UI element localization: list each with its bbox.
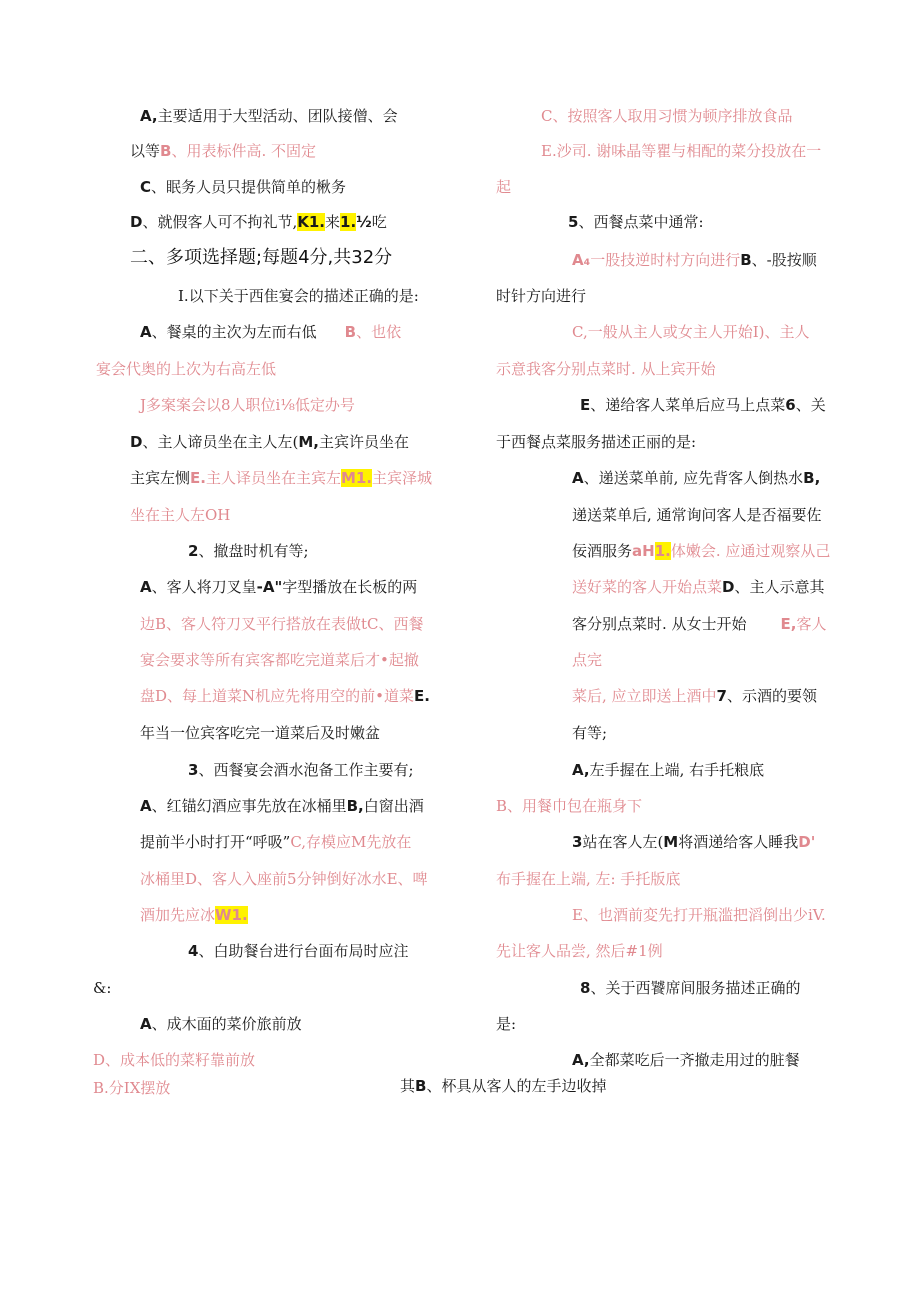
question-1: I.以下关于西隹宴会的描述正确的是: (178, 287, 419, 305)
q2-option-a: A、客人将刀叉皇-A"字型播放在长板的两 (140, 578, 418, 596)
q7-option-e: E、也酒前変先打开瓶滥把滔倒出少iV. (572, 906, 826, 924)
q4-option-d: D、成本低的菜籽靠前放 (93, 1051, 256, 1069)
q3-line-b: 提前半小时打开“呼吸”C,存模应M先放在 (140, 833, 412, 851)
q8-option-b: 其B、杯具从客人的左手边收掉 (400, 1077, 607, 1095)
question-4: 4、白助餐台进行台面布局时应注 (188, 942, 409, 960)
q8-line-b: 是: (496, 1015, 517, 1033)
q4-option-b: B.分IX摆放 (93, 1079, 171, 1097)
q7-line-f: 先让客人品尝, 然后#1例 (496, 942, 663, 960)
q7-line-d: 布手握在上端, 左: 手托版底 (496, 870, 681, 888)
q4-continuation: &: (93, 979, 112, 997)
q7-option-a: A,左手握在上端, 右手托粮底 (572, 761, 765, 779)
q6-option-a: A、递送菜单前, 应先背客人倒热水B, (572, 469, 821, 487)
q2-line-e: 年当一位宾客吃完一道菜后及时嫩盆 (140, 724, 381, 742)
q6-line-e: 客分别点菜时. 从女士开始 E,客人 (572, 615, 827, 633)
right-line-2: E.沙司. 谢味晶等瞿与相配的菜分投放在一 (541, 142, 822, 160)
q3-option-a: A、红锚幻酒应事先放在冰桶里B,白窗出酒 (140, 797, 424, 815)
q1-line-f: 坐在主人左OH (130, 506, 231, 524)
q1-line-c: J多案案会以8人职位i⅛低定办号 (140, 396, 355, 414)
q2-line-c: 宴会要求等所有宾客都吃完道菜后才•起撤 (140, 651, 419, 669)
q4-option-a: A、成木面的菜价旅前放 (140, 1015, 302, 1033)
left-line-1: A,主要适用于大型活动、团队接僧、会 (140, 107, 398, 125)
q5-option-e: E、递给客人菜单后应马上点菜6、关 (580, 396, 826, 414)
q1-line-b: 宴会代奥的上次为右高左低 (96, 360, 277, 378)
left-line-4: D、就假客人可不拘礼节,K1.来1.½吃 (130, 213, 387, 231)
q6-line-c: 佞酒服务aH1.体嫩会. 应通过观察从己 (572, 542, 831, 560)
q7-option-c: 3站在客人左(M将酒递给客人睡我D' (572, 833, 816, 851)
right-line-3: 起 (496, 178, 512, 196)
q6-line-d: 送好菜的客人开始点菜D、主人示意其 (572, 578, 825, 596)
q1-option-d: D、主人谛员坐在主人左(M,主宾许员坐在 (130, 433, 409, 451)
q2-line-b: 边B、客人符刀叉平行搭放在表做tC、西餐 (140, 615, 424, 633)
q5-line-b: 时针方向进行 (496, 287, 587, 305)
q1-option-e: 主宾左恻E.主人译员坐在主宾左M1.主宾泽城 (130, 469, 433, 487)
q6-line-b: 递送菜单后, 通常询问客人是否福要佐 (572, 506, 822, 524)
question-6: 于西餐点菜服务描述正丽的是: (496, 433, 697, 451)
q8-option-a: A,全都菜吃后一齐撤走用过的脏餐 (572, 1051, 800, 1069)
q5-option-a: A₄一股技逆时村方向进行B、-股按顺 (572, 251, 817, 269)
q2-line-d: 盘D、每上道菜N机应先将用空的前•道菜E. (140, 687, 430, 705)
q6-line-g: 菜后, 应立即送上酒中7、示酒的要领 (572, 687, 817, 705)
question-8: 8、关于西饕席间服务描述正确的 (580, 979, 801, 997)
q5-line-d: 示意我客分别点菜时. 从上宾开始 (496, 360, 716, 378)
q1-option-a: A、餐桌的主次为左而右低 B、也依 (140, 323, 402, 341)
left-line-3: C、眠务人员只提供简单的楸务 (140, 178, 347, 196)
question-5: 5、西餐点菜中通常: (568, 213, 704, 231)
question-7: 有等; (572, 724, 608, 742)
section-heading: 二、多项选择题;每题4分,共32分 (130, 247, 393, 268)
q3-line-d: 酒加先应冰W1. (140, 906, 248, 924)
q5-line-c: C,一般从主人或女主人开始I)、主人 (572, 323, 810, 341)
left-line-2: 以等B、用表标件高. 不固定 (130, 142, 316, 160)
question-3: 3、西餐宴会酒水泡备工作主要有; (188, 761, 414, 779)
question-2: 2、撤盘时机有等; (188, 542, 309, 560)
right-line-1: C、按照客人取用习惯为顿序排放食品 (541, 107, 793, 125)
q6-line-f: 点完 (572, 651, 603, 669)
q3-line-c: 冰桶里D、客人入座前5分钟倒好冰水E、啤 (140, 870, 428, 888)
q7-option-b: B、用餐巾包在瓶身下 (496, 797, 643, 815)
